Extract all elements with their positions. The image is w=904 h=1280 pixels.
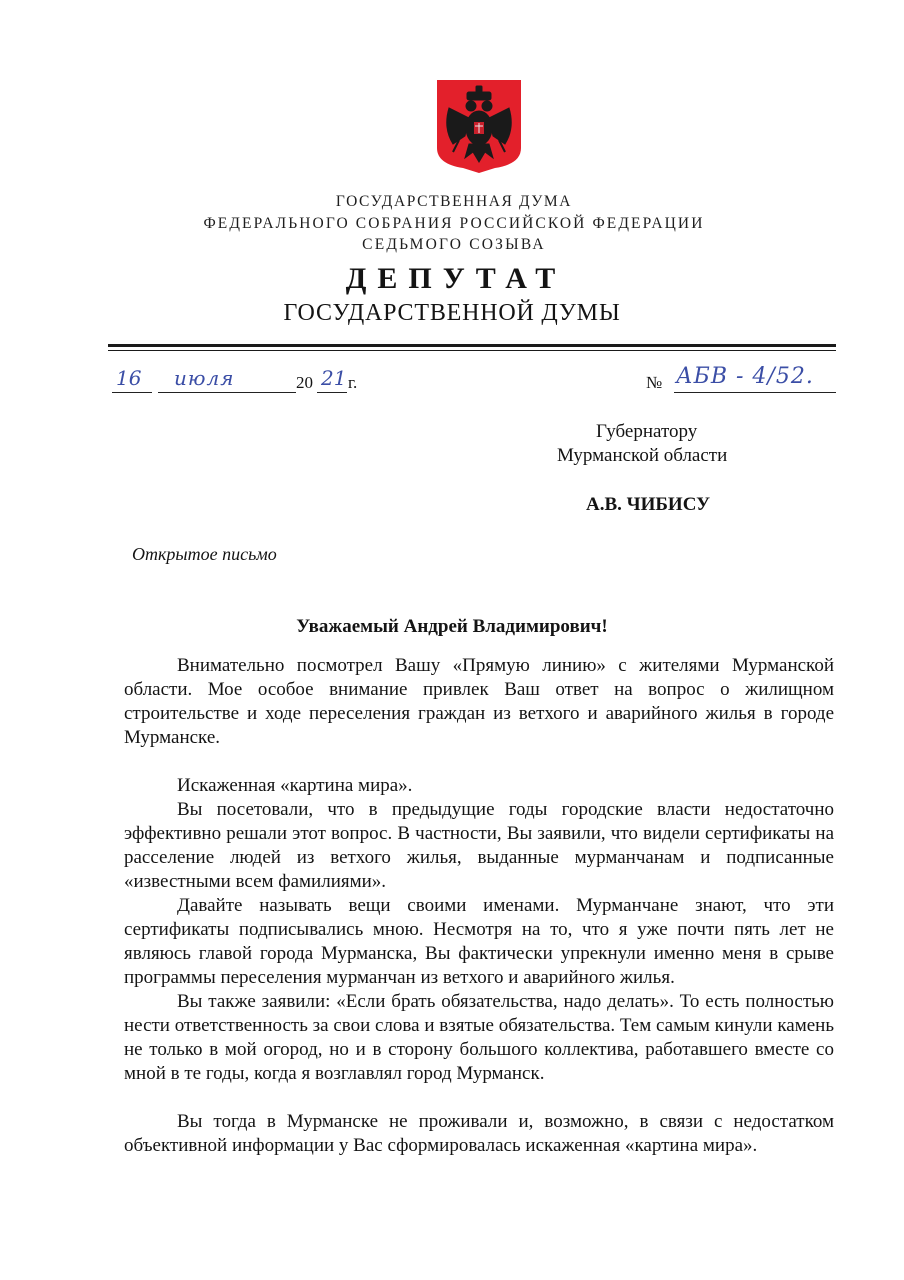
body-paragraph xyxy=(124,798,834,894)
paragraph-text: Вы также заявили: «Если брать обязательства, надо делать». То есть полностью нести ответственность за свои слова и взятые обязательства. Тем самым кинули камень не только в мой огород, но и в сторону большого коллектива, работавшего вместе со мной в те годы, когда я возглавлял город Мурманск. xyxy=(124,991,834,1084)
recipient-title: Губернатору xyxy=(596,421,698,442)
body-paragraph xyxy=(124,1110,834,1158)
paragraph-text: Внимательно посмотрел Вашу «Прямую линию» с жителями Мурманской области. Мое особое внимание привлек Ваш ответ на вопрос о жилищном строительстве и ходе переселения граждан из ветхого и аварийного жилья в городе Мурманске. xyxy=(124,655,834,748)
org-line-3: СЕДЬМОГО СОЗЫВА xyxy=(362,236,546,253)
paragraph-text: Вы тогда в Мурманске не проживали и, возможно, в связи с недостатком объективной информации у Вас сформировалась искаженная «картина мира». xyxy=(124,1111,834,1156)
body-paragraph xyxy=(124,774,834,798)
paragraph-text: Давайте называть вещи своими именами. Мурманчане знают, что эти сертификаты подписывались мною. Несмотря на то, что я уже почти пять лет не являюсь главой города Мурманска, Вы фактически упрекнули именно меня в срыве программы переселения мурманчан из ветхого и аварийного жилья. xyxy=(124,895,834,988)
salutation: Уважаемый Андрей Владимирович! xyxy=(296,616,608,637)
paragraph-text: Искаженная «картина мира». xyxy=(177,775,413,796)
recipient-name: А.В. ЧИБИСУ xyxy=(586,494,711,515)
document-subtitle: ГОСУДАРСТВЕННОЙ ДУМЫ xyxy=(283,300,621,326)
document-number: АБВ - 4/52. xyxy=(676,364,814,389)
body-paragraph xyxy=(124,894,834,990)
body-paragraph xyxy=(124,990,834,1086)
letter-type-label: Открытое письмо xyxy=(132,544,277,564)
org-line-1: ГОСУДАРСТВЕННАЯ ДУМА xyxy=(335,193,573,210)
body-paragraph xyxy=(124,654,834,750)
year-prefix: 20 xyxy=(296,373,313,392)
year-suffix: 21 xyxy=(321,366,347,390)
document-number-field xyxy=(646,364,846,394)
header-divider-thin xyxy=(108,350,836,351)
number-sign: № xyxy=(646,373,663,392)
date-month: июля xyxy=(174,366,235,390)
date-month-underline xyxy=(158,392,296,393)
header-divider-thick xyxy=(108,344,836,347)
date-field xyxy=(112,366,392,396)
year-unit: г. xyxy=(348,373,358,392)
recipient-region: Мурманской области xyxy=(557,445,728,466)
document-title: ДЕПУТАТ xyxy=(345,262,567,295)
coat-of-arms-icon xyxy=(435,78,523,174)
date-day: 16 xyxy=(116,366,142,390)
year-underline xyxy=(317,392,347,393)
org-line-2: ФЕДЕРАЛЬНОГО СОБРАНИЯ РОССИЙСКОЙ ФЕДЕРАЦИИ xyxy=(203,215,705,232)
number-underline xyxy=(674,392,836,393)
paragraph-text: Вы посетовали, что в предыдущие годы городские власти недостаточно эффективно решали этот вопрос. В частности, Вы заявили, что видели сертификаты на расселение людей из ветхого жилья, выданные мурманчанам и подписанные «известными всем фамилиями». xyxy=(124,799,834,892)
date-day-underline xyxy=(112,392,152,393)
